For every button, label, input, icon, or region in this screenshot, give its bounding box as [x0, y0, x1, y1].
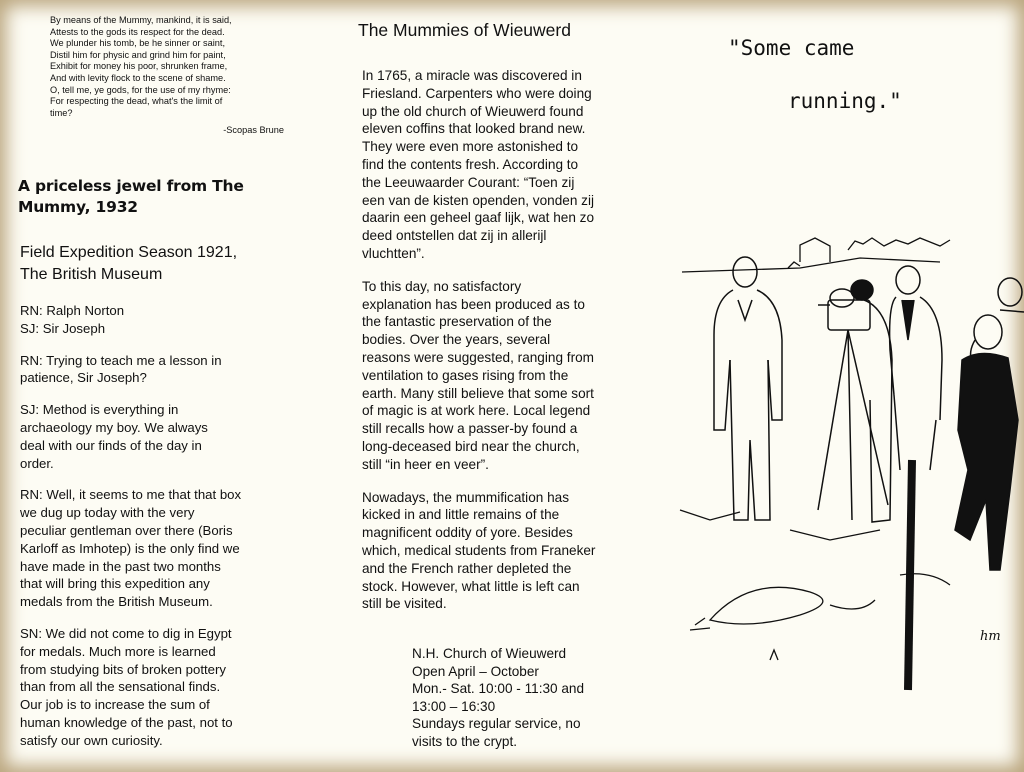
dialogue-paragraph	[20, 302, 300, 338]
article-line: and the French rather depleted the	[362, 560, 572, 576]
dialogue-line: RN: Well, it seems to me that that box	[20, 487, 242, 503]
article-line: eleven coffins that looked brand new.	[362, 121, 586, 137]
jewel-heading-line: A priceless jewel from The	[18, 177, 244, 195]
visiting-info-line: visits to the crypt.	[412, 733, 518, 749]
dialogue-paragraph	[20, 486, 300, 611]
poem-line: By means of the Mummy, mankind, it is said,	[50, 15, 232, 25]
visiting-info-line: N.H. Church of Wieuwerd	[412, 646, 567, 661]
article-line: find the contents fresh. According to	[362, 156, 579, 172]
article-line: explanation has been produced as to	[362, 296, 585, 312]
article-body	[362, 67, 642, 628]
article-line: the fantastic preservation of the	[362, 314, 552, 330]
dialogue-line: from studying bits of broken pottery	[20, 661, 226, 677]
figure-far-right	[998, 278, 1024, 312]
article-line: Friesland. Carpenters who were doing	[362, 85, 592, 101]
article-line: which, medical students from Franeker	[362, 542, 596, 558]
article-line: long-deceased bird near the church,	[362, 438, 580, 454]
dialogue-line: that will bring this expedition any	[20, 576, 210, 592]
expedition-heading-line: Field Expedition Season 1921,	[20, 244, 238, 261]
dialogue-line: SJ: Sir Joseph	[20, 320, 106, 336]
article-line: vluchtten”.	[362, 245, 425, 261]
visiting-info	[412, 645, 652, 750]
article-line: To this day, no satisfactory	[362, 278, 522, 294]
dialogue-line: Karloff as Imhotep) is the only find we	[20, 540, 240, 556]
poem-line: Distil him for physic and grind him for paint,	[50, 49, 226, 60]
article-paragraph	[362, 67, 642, 263]
dialogue-line: patience, Sir Joseph?	[20, 370, 147, 386]
article-line: of magic is at work here. Local legend	[362, 403, 591, 419]
article-line: deed ontstellen dat zij in allerijl	[362, 228, 547, 244]
dialogue-paragraph	[20, 625, 300, 750]
dialogue-line: human knowledge of the past, not to	[20, 714, 233, 730]
poem-line: Exhibit for money his poor, shrunken frame,	[50, 61, 228, 72]
dialogue-line: medals from the British Museum.	[20, 594, 213, 610]
article-line: een van de kisten openden, vonden zij	[362, 192, 595, 208]
dialogue-paragraph	[20, 352, 300, 388]
man-with-tie	[890, 266, 942, 470]
jewel-heading-line: Mummy, 1932	[18, 198, 138, 216]
dialogue-paragraph	[20, 401, 300, 472]
dialogue-line: deal with our finds of the day in	[20, 437, 202, 453]
epigraph-poem	[50, 15, 290, 137]
sketch-illustration	[650, 0, 1024, 772]
visiting-info-line: Sundays regular service, no	[412, 716, 581, 731]
dialogue-line: for medals. Much more is learned	[20, 643, 216, 659]
dialogue-line: RN: Ralph Norton	[20, 303, 125, 318]
expedition-heading	[20, 242, 300, 286]
dialogue-line: Our job is to increase the sum of	[20, 697, 210, 713]
man-standing-left	[714, 257, 782, 520]
article-line: ventilation to gases rising from the	[362, 367, 569, 383]
dialogue-line: than from all the sensational finds.	[20, 679, 221, 695]
visiting-info-line: 13:00 – 16:30	[412, 698, 496, 714]
expedition-heading-line: The British Museum	[20, 266, 163, 283]
article-line: the Leeuwaarder Courant: “Toen zij	[362, 174, 575, 190]
article-line: reasons were suggested, ranging from	[362, 349, 594, 365]
dialogue-line: SN: We did not come to dig in Egypt	[20, 625, 232, 641]
dialogue-text	[20, 302, 300, 764]
section-heading-jewel	[18, 176, 298, 218]
figure-in-dark-coat	[955, 315, 1018, 570]
article-line: They were even more astonished to	[362, 139, 579, 155]
article-title: The Mummies of Wieuwerd	[358, 20, 571, 40]
ground-marks	[680, 460, 950, 690]
poem-credit: -Scopas Brune	[223, 125, 284, 136]
article-line: kicked in and little remains of the	[362, 507, 560, 523]
article-paragraph	[362, 278, 642, 474]
article-line: In 1765, a miracle was discovered in	[362, 68, 582, 83]
article-line: up the old church of Wieuwerd found	[362, 103, 584, 119]
article-line: Nowadays, the mummification has	[362, 489, 570, 505]
poem-line: We plunder his tomb, be he sinner or saint,	[50, 38, 225, 49]
article-line: daarin een geheel gaaf lijk, wat hen zo	[362, 210, 595, 226]
artist-signature: hm	[980, 629, 1001, 644]
article-paragraph	[362, 489, 642, 614]
visiting-info-line: Mon.- Sat. 10:00 - 11:30 and	[412, 681, 585, 696]
article-line: still be visited.	[362, 596, 447, 612]
dialogue-line: archaeology my boy. We always	[20, 419, 208, 435]
article-line: still recalls how a passer-by found a	[362, 421, 578, 437]
dialogue-line: have made in the past two months	[20, 558, 221, 574]
article-line: still “in heer en veer”.	[362, 456, 489, 472]
sketch-caption: "Some came	[728, 36, 855, 60]
dialogue-line: satisfy our own curiosity.	[20, 732, 163, 748]
poem-line: O, tell me, ye gods, for the use of my rhyme:	[50, 84, 231, 95]
surveyor-with-camera	[818, 280, 892, 522]
dialogue-line: order.	[20, 455, 54, 471]
article-line: bodies. Over the years, several	[362, 332, 551, 348]
article-line: earth. Many still believe that some sort	[362, 385, 594, 401]
poem-line: For respecting the dead, what's the limit of	[50, 96, 223, 107]
article-line: magnificent oddity of yore. Besides	[362, 525, 573, 541]
sketch-caption: running."	[788, 89, 902, 113]
article-line: stock. However, what little is left can	[362, 578, 580, 594]
poem-line: time?	[50, 107, 73, 118]
poem-line: Attests to the gods its respect for the dead.	[50, 26, 225, 37]
dialogue-line: peculiar gentleman over there (Boris	[20, 522, 233, 538]
poem-line: And with levity flock to the scene of shame.	[50, 72, 226, 83]
dialogue-line: we dug up today with the very	[20, 505, 195, 521]
dialogue-line: SJ: Method is everything in	[20, 402, 179, 418]
dialogue-line: RN: Trying to teach me a lesson in	[20, 352, 222, 368]
visiting-info-line: Open April – October	[412, 663, 539, 679]
